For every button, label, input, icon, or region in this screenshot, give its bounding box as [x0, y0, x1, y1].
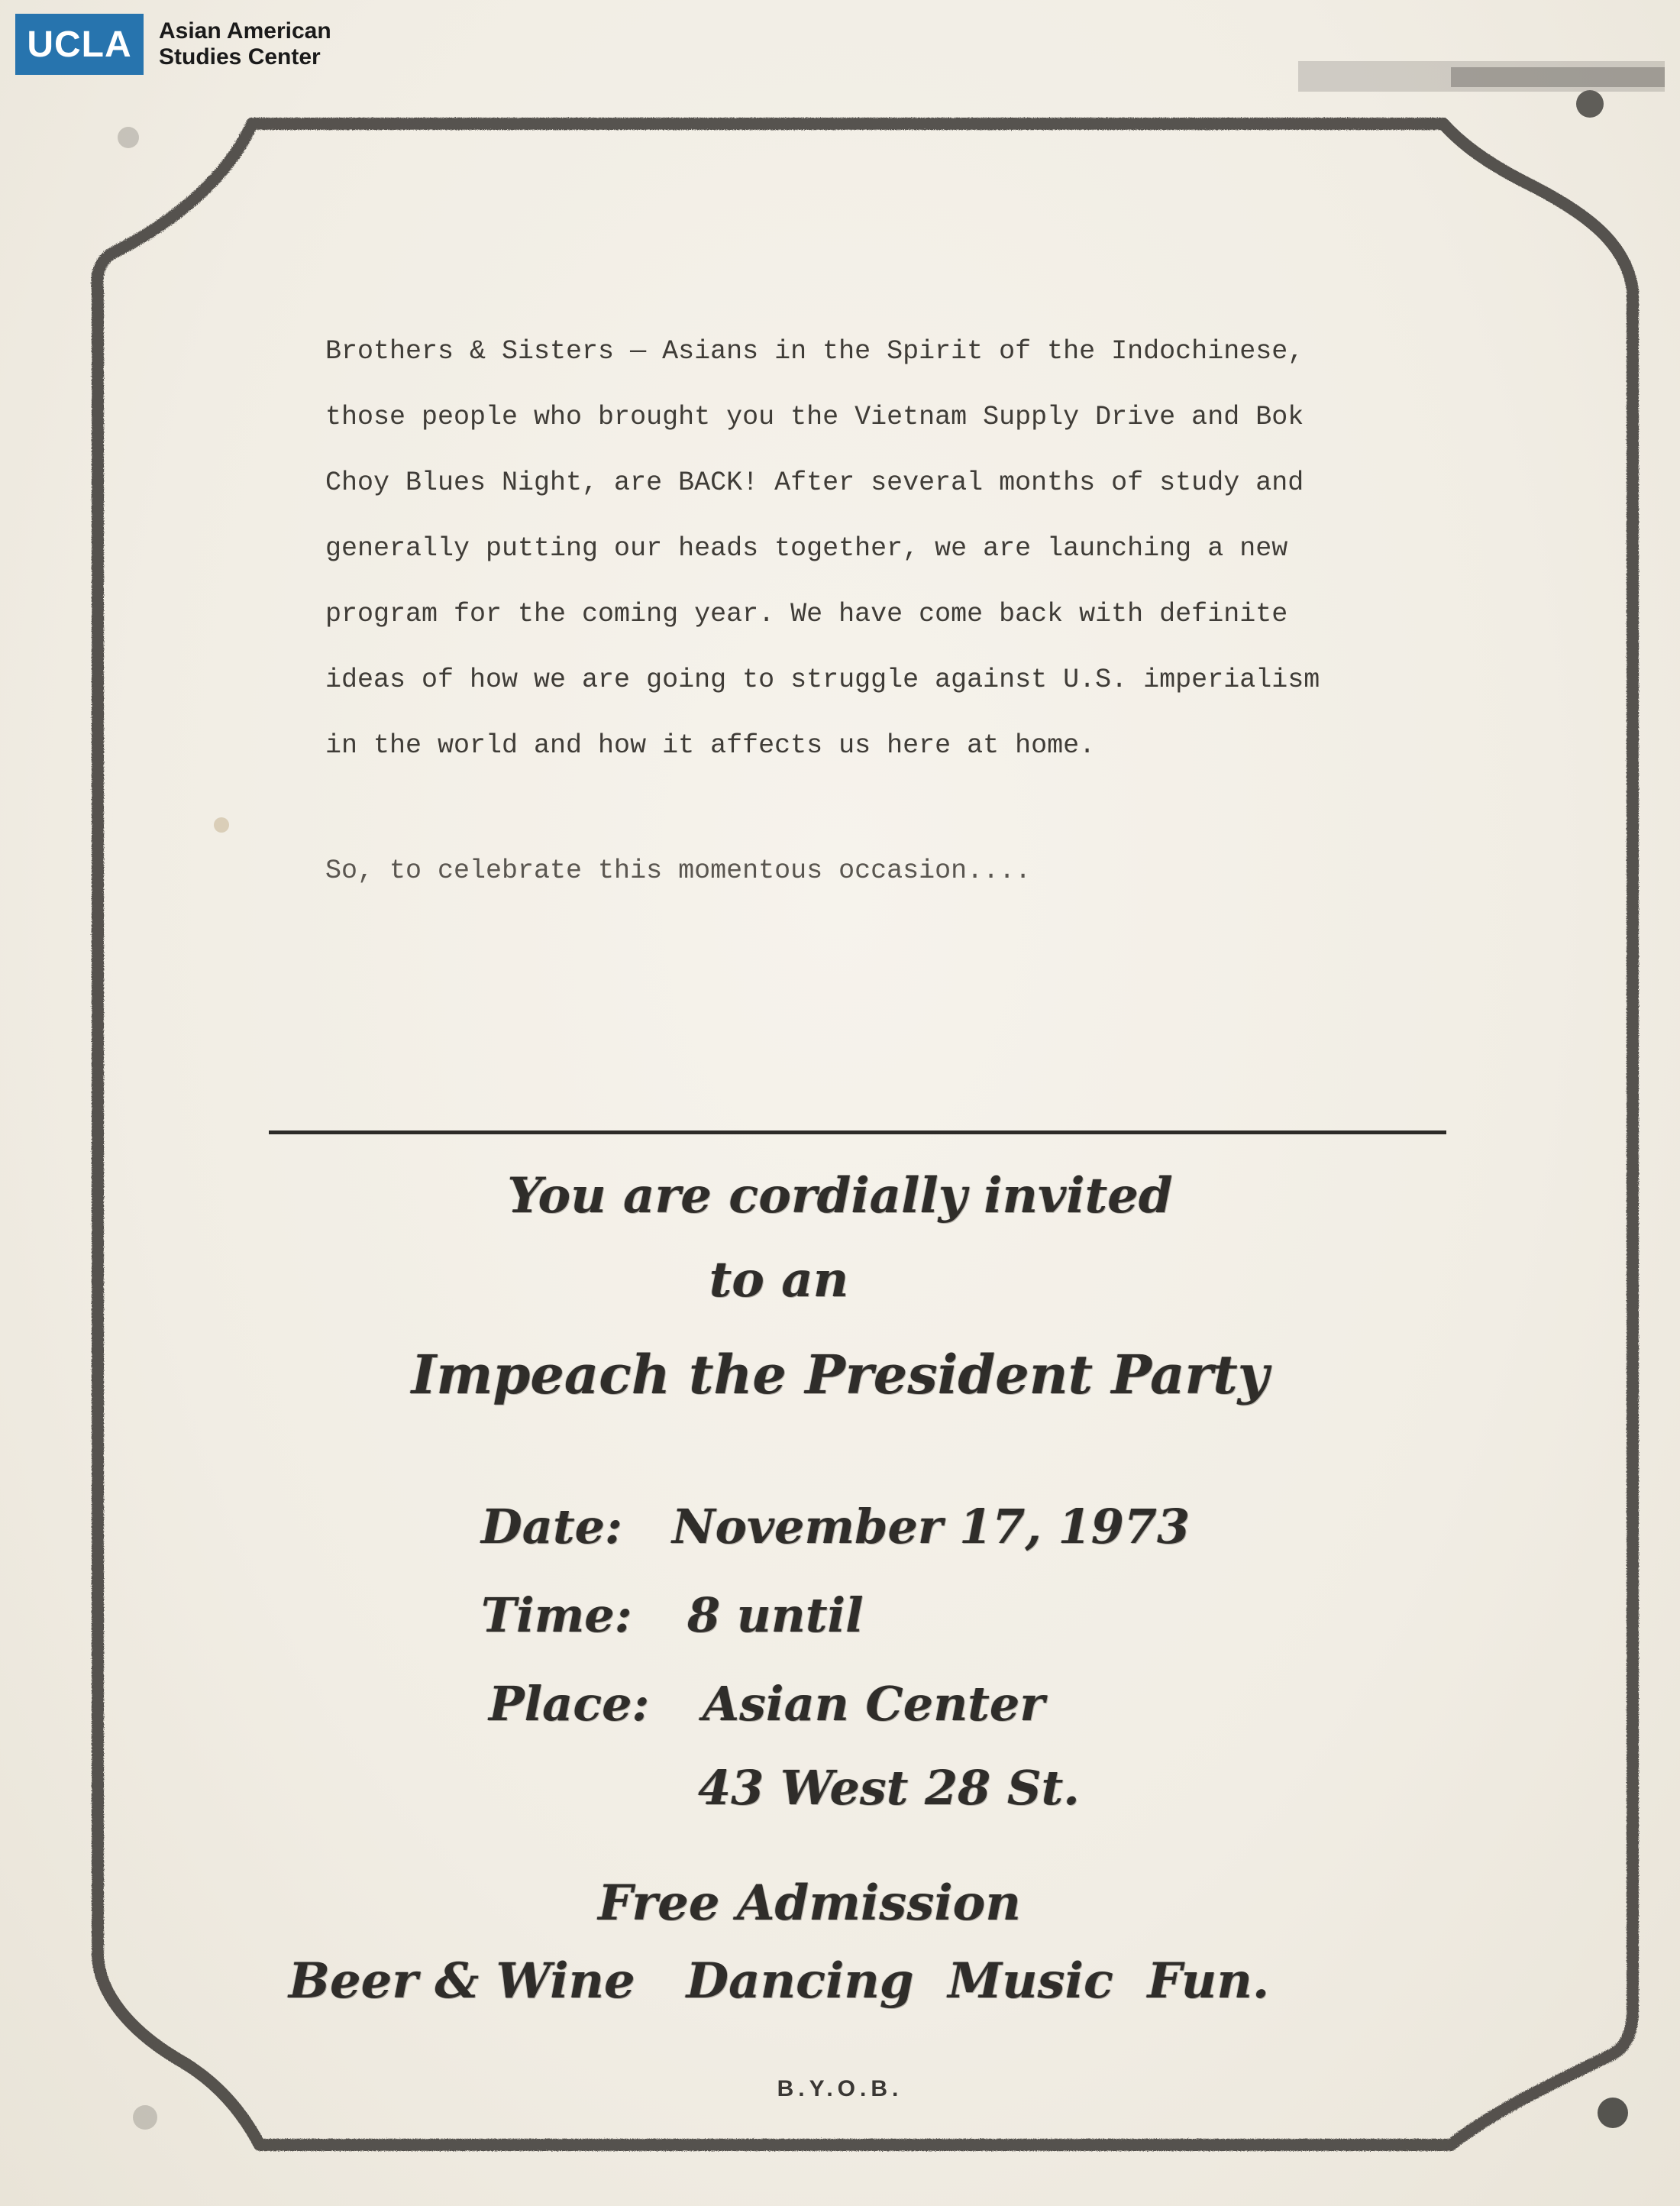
- event-title: Impeach the President Party: [411, 1343, 1269, 1406]
- admission: Free Admission: [598, 1874, 1021, 1932]
- letter-line: Brothers & Sisters — Asians in the Spirit of the Indochinese,: [325, 336, 1304, 367]
- letter-line: in the world and how it affects us here at home.: [325, 730, 1096, 761]
- invitation-subheading: to an: [709, 1251, 849, 1308]
- letter-line: program for the coming year. We have come back with definite: [325, 599, 1288, 629]
- logo-line-2: Studies Center: [159, 44, 321, 70]
- place-value: Asian Center: [703, 1676, 1045, 1732]
- letter-line: generally putting our heads together, we are launching a new: [325, 533, 1288, 564]
- letter-line: those people who brought you the Vietnam Supply Drive and Bok: [325, 402, 1304, 432]
- letter-line: Choy Blues Night, are BACK! After several months of study and: [325, 467, 1304, 498]
- logo-line-1: Asian American: [159, 18, 331, 44]
- date-label: Date:: [481, 1499, 622, 1554]
- ucla-logo-mark: UCLA: [15, 14, 144, 75]
- amenities: Beer & Wine Dancing Music Fun.: [288, 1952, 1270, 2010]
- letter-body: [325, 328, 1379, 886]
- time-value: 8 until: [687, 1587, 864, 1643]
- section-divider: [269, 1130, 1446, 1134]
- corner-dot-icon: [1576, 90, 1604, 118]
- letter-line: ideas of how we are going to struggle against U.S. imperialism: [325, 665, 1320, 695]
- date-value: November 17, 1973: [672, 1499, 1191, 1554]
- letter-closing: So, to celebrate this momentous occasion....: [325, 856, 1032, 886]
- place-label: Place:: [489, 1676, 650, 1732]
- time-label: Time:: [481, 1587, 632, 1643]
- address: 43 West 28 St.: [698, 1760, 1080, 1816]
- byob-note: B.Y.O.B.: [777, 2076, 903, 2101]
- invitation-heading: You are cordially invited: [507, 1167, 1173, 1224]
